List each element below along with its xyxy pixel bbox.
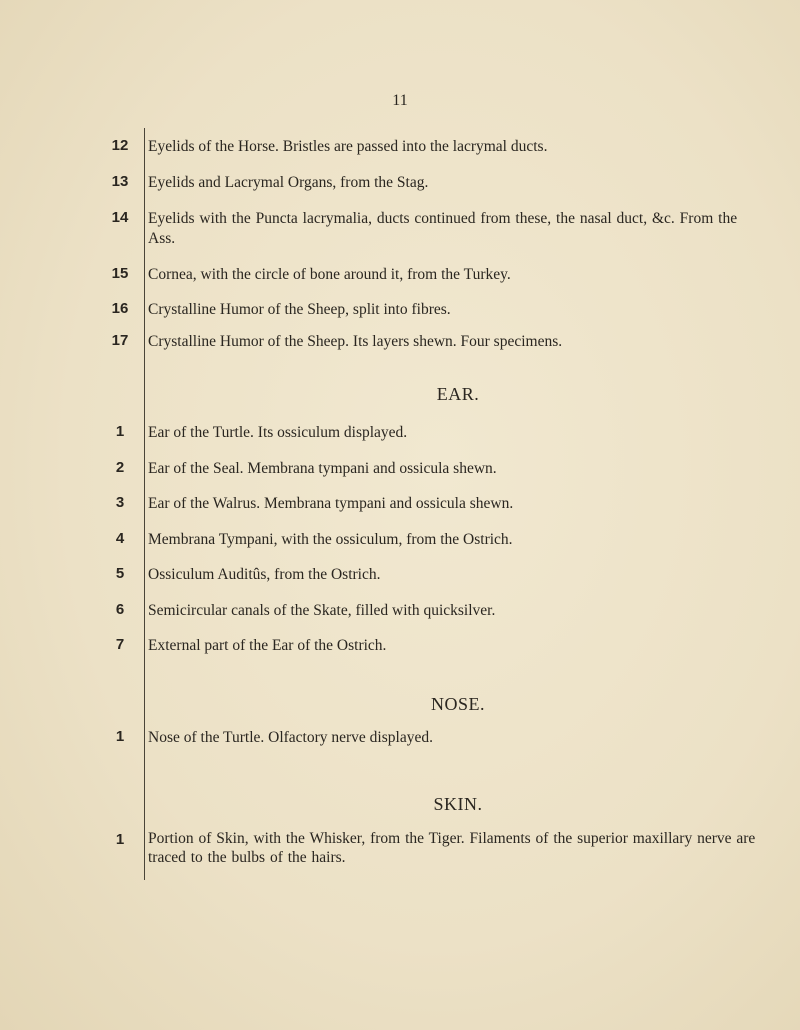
item-text: Crystalline Humor of the Sheep. Its layers shewn. Four specimens. <box>148 333 563 350</box>
item-number: 6 <box>115 601 125 618</box>
page-number: 11 <box>392 92 408 109</box>
item-text: Eyelids and Lacrymal Organs, from the Stag. <box>148 174 429 191</box>
item-number: 14 <box>111 209 129 226</box>
item-number: 1 <box>115 831 125 848</box>
item-text: Ossiculum Auditûs, from the Ostrich. <box>148 566 381 583</box>
section-heading-ear: EAR. <box>436 384 480 404</box>
section-heading-skin: SKIN. <box>433 794 483 814</box>
section-heading-nose: NOSE. <box>430 694 485 714</box>
item-text: Nose of the Turtle. Olfactory nerve displayed. <box>148 729 433 746</box>
item-number: 5 <box>115 565 125 582</box>
item-number: 17 <box>111 332 129 349</box>
item-number: 12 <box>111 137 129 154</box>
item-text: Ear of the Walrus. Membrana tympani and ossicula shewn. <box>148 495 514 512</box>
item-text: Cornea, with the circle of bone around it, from the Turkey. <box>148 266 511 283</box>
item-number: 7 <box>115 636 125 653</box>
item-text: Ear of the Seal. Membrana tympani and ossicula shewn. <box>148 460 497 477</box>
item-number: 2 <box>115 459 125 476</box>
item-number: 1 <box>115 728 125 745</box>
item-text: External part of the Ear of the Ostrich. <box>148 637 387 654</box>
item-number: 1 <box>115 423 125 440</box>
item-text: Membrana Tympani, with the ossiculum, from the Ostrich. <box>148 531 513 548</box>
item-number: 4 <box>115 530 125 547</box>
item-text: Portion of Skin, with the Whisker, from the Tiger. Filaments of the superior maxillary nerve are traced to the bulbs of the hairs. <box>148 830 756 866</box>
column-divider <box>144 128 145 880</box>
item-number: 15 <box>111 265 129 282</box>
item-number: 3 <box>115 494 125 511</box>
item-text: Crystalline Humor of the Sheep, split into fibres. <box>148 301 451 318</box>
item-number: 13 <box>111 173 129 190</box>
item-text: Eyelids with the Puncta lacrymalia, ducts continued from these, the nasal duct, &c. From the Ass. <box>148 210 738 247</box>
item-text: Eyelids of the Horse. Bristles are passed into the lacrymal ducts. <box>148 138 548 155</box>
item-number: 16 <box>111 300 129 317</box>
item-text: Ear of the Turtle. Its ossiculum displayed. <box>148 424 408 441</box>
item-text: Semicircular canals of the Skate, filled with quicksilver. <box>148 602 496 619</box>
